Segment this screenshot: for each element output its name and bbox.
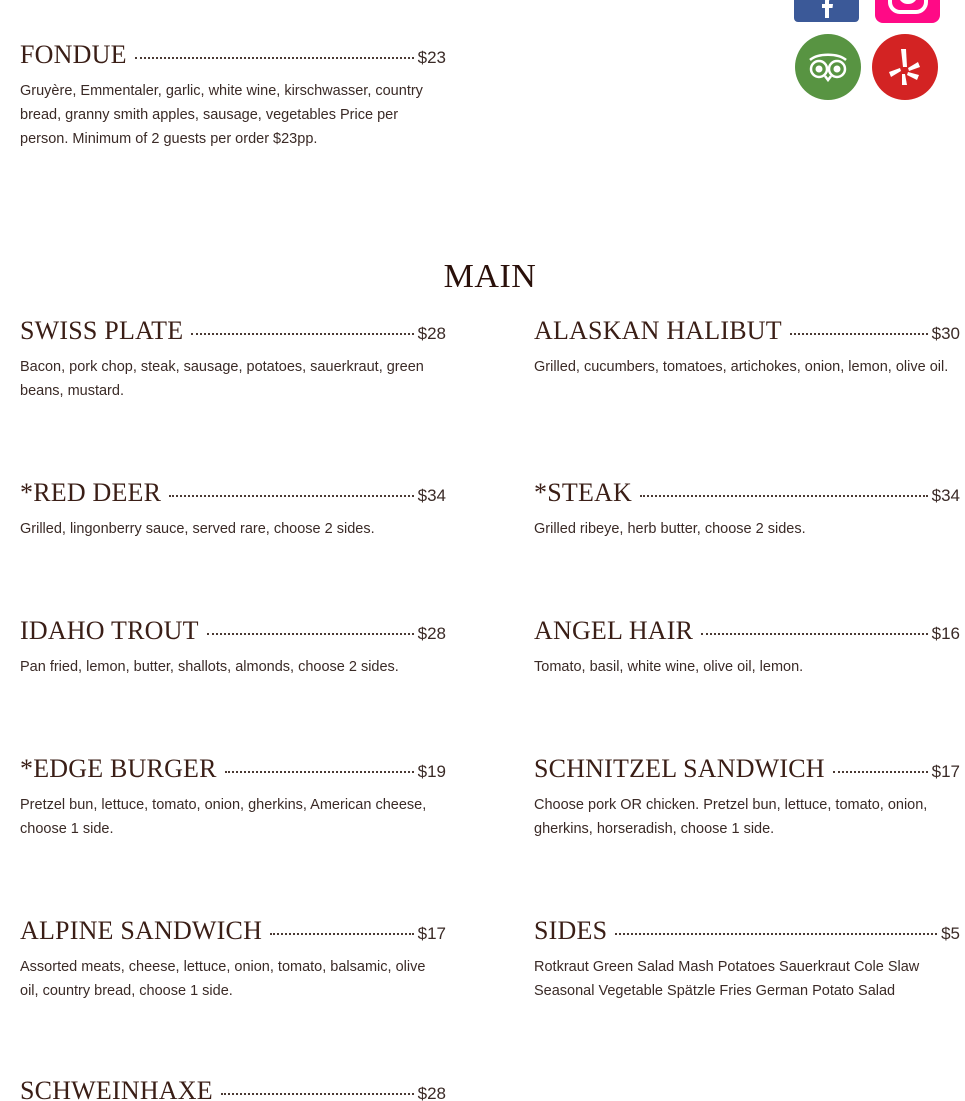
item-name: *RED DEER [20,478,162,507]
item-header [20,316,446,346]
item-name: ANGEL HAIR [534,616,694,645]
item-header [534,316,960,346]
section-title: MAIN [443,258,537,295]
item-description: Grilled, cucumbers, tomatoes, artichokes, onion, lemon, olive oil. [534,359,949,375]
item-header [20,478,446,508]
menu-item-angel-hair [534,616,960,679]
item-header [20,40,446,70]
item-price: $23 [417,48,446,67]
item-price: $28 [417,624,446,643]
item-name: FONDUE [20,40,127,69]
item-name: ALPINE SANDWICH [20,916,263,945]
menu-item-alpine-sandwich [20,916,446,1003]
dot-leader [207,633,414,635]
dot-leader [640,495,928,497]
item-price: $28 [417,324,446,343]
menu-item-alaskan-halibut [534,316,960,379]
item-price: $19 [417,762,446,781]
item-name: SCHWEINHAXE [20,1076,213,1101]
item-header [20,754,446,784]
item-description: Rotkraut Green Salad Mash Potatoes Sauerkraut Cole Slaw Seasonal Vegetable Spätzle Fries German Potato Salad [534,959,920,999]
tripadvisor-icon[interactable] [795,34,861,100]
dot-leader [615,933,937,935]
dot-leader [225,771,414,773]
item-header [534,616,960,646]
dot-leader [790,333,928,335]
item-price: $16 [931,624,960,643]
item-description: Pretzel bun, lettuce, tomato, onion, gherkins, American cheese, choose 1 side. [20,797,427,837]
item-header [534,478,960,508]
item-name: IDAHO TROUT [20,616,199,645]
item-name: SCHNITZEL SANDWICH [534,754,825,783]
menu-item-steak [534,478,960,541]
item-price: $28 [417,1084,446,1101]
menu-item-red-deer [20,478,446,541]
yelp-icon[interactable] [872,34,938,100]
menu-item-schweinhaxe [20,1076,446,1101]
item-description: Grilled, lingonberry sauce, served rare, choose 2 sides. [20,521,375,537]
item-description: Choose pork OR chicken. Pretzel bun, lettuce, tomato, onion, gherkins, horseradish, choose 1 side. [534,797,928,837]
item-header [20,916,446,946]
dot-leader [833,771,928,773]
item-description: Grilled ribeye, herb butter, choose 2 sides. [534,521,806,537]
item-description: Pan fried, lemon, butter, shallots, almonds, choose 2 sides. [20,659,399,675]
menu-item-sides [534,916,960,1003]
item-description: Assorted meats, cheese, lettuce, onion, tomato, balsamic, olive oil, country bread, choose 1 side. [20,959,426,999]
tripadvisor-owl-glyph [806,52,850,82]
item-header [20,1076,446,1101]
dot-leader [169,495,413,497]
dot-leader [191,333,413,335]
item-name: *STEAK [534,478,632,507]
item-price: $17 [931,762,960,781]
item-description: Gruyère, Emmentaler, garlic, white wine, kirschwasser, country bread, granny smith apples, sausage, vegetables Price per person. Minimum of 2 guests per order $23pp. [20,83,423,147]
menu-item-schnitzel-sandwich [534,754,960,841]
item-header [20,616,446,646]
menu-item-idaho-trout [20,616,446,679]
menu-item-edge-burger [20,754,446,841]
dot-leader [701,633,927,635]
item-header [534,916,960,946]
item-price: $30 [931,324,960,343]
dot-leader [221,1093,414,1095]
item-name: SWISS PLATE [20,316,184,345]
menu-item-fondue [20,40,446,151]
menu-item-swiss-plate [20,316,446,403]
item-name: *EDGE BURGER [20,754,217,783]
dot-leader [270,933,414,935]
item-price: $34 [931,486,960,505]
item-price: $5 [941,924,960,943]
facebook-f-glyph [817,0,837,18]
yelp-burst-glyph [887,47,923,87]
facebook-icon[interactable] [794,0,859,22]
item-price: $34 [417,486,446,505]
instagram-icon[interactable] [875,0,940,23]
instagram-camera-glyph [886,0,930,23]
item-header [534,754,960,784]
item-name: ALASKAN HALIBUT [534,316,782,345]
item-description: Tomato, basil, white wine, olive oil, lemon. [534,659,804,675]
dot-leader [135,57,414,59]
item-price: $17 [417,924,446,943]
item-name: SIDES [534,916,608,945]
item-description: Bacon, pork chop, steak, sausage, potatoes, sauerkraut, green beans, mustard. [20,359,424,399]
